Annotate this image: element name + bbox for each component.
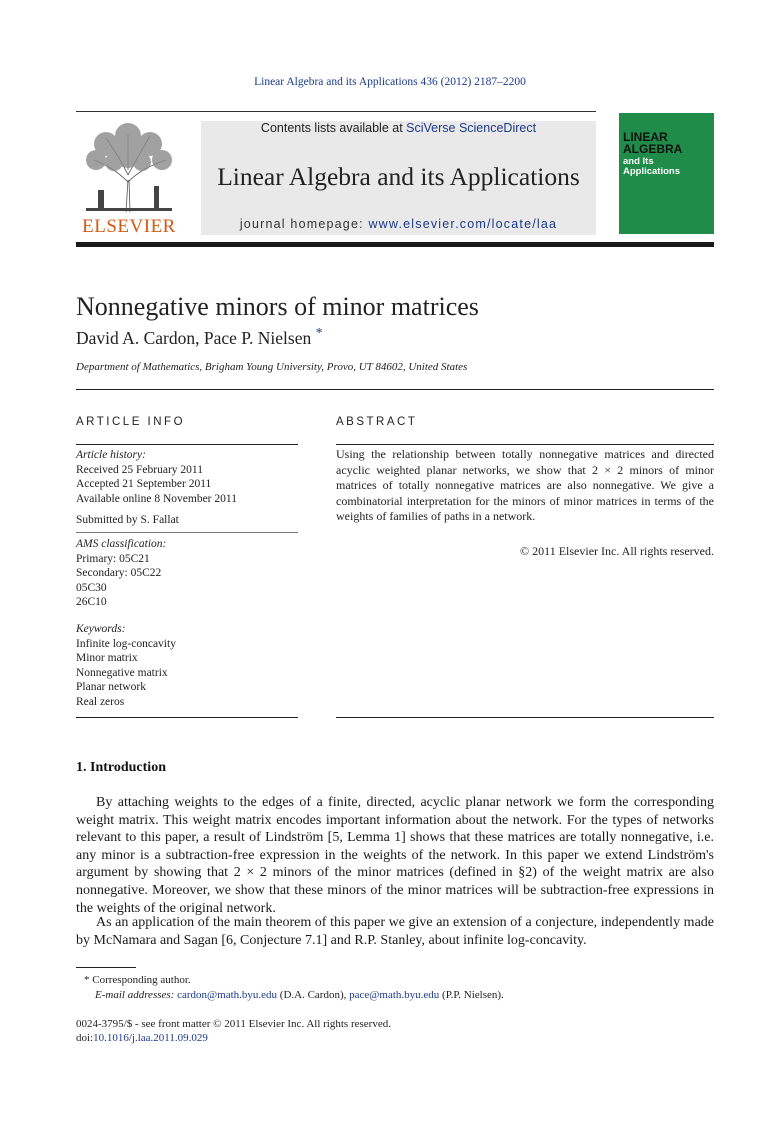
sciverse-link[interactable]: SciVerse ScienceDirect: [406, 121, 537, 135]
doi-line: [76, 1032, 208, 1044]
doi-prefix: doi:: [76, 1032, 94, 1044]
ams-item: 26C10: [76, 596, 107, 608]
doi-link[interactable]: 10.1016/j.laa.2011.09.029: [93, 1032, 208, 1044]
ams-item: Primary: 05C21: [76, 552, 150, 565]
footnote-emails: [95, 989, 504, 1001]
intro-paragraph: By attaching weights to the edges of a finite, directed, acyclic planar network we form the corresponding weight matrix. This weight matrix encodes important information about the network. For the types of networks relevant to this paper, a result of Lindström [5, Lemma 1] shows that these matrices are totally nonnegative, i.e. any minor is a subtraction-free expression in the weights of the network. In this paper we extend Lindström's argument by showing that 2 × 2 minors of the minor matrices (defined in §2) of the weight matrix are also nonnegative. Moreover, we show that these minors of the minor matrices will be subtraction-free expressions in the weights of the original network.: [76, 795, 714, 916]
author-names: David A. Cardon, Pace P. Nielsen: [76, 328, 312, 348]
cover-subtitle-line: and Its: [623, 156, 654, 167]
footnote-corresponding: [84, 974, 191, 986]
section-heading-introduction: 1. Introduction: [76, 760, 166, 775]
corresponding-label: Corresponding author.: [92, 974, 191, 986]
homepage-prefix: journal homepage:: [239, 217, 369, 231]
info-divider: [76, 532, 298, 533]
email-link-nielsen[interactable]: pace@math.byu.edu: [349, 989, 440, 1001]
paper-title: Nonnegative minors of minor matrices: [76, 292, 479, 321]
email-owner: (D.A. Cardon),: [279, 989, 347, 1001]
footnote-mark: *: [84, 974, 90, 986]
elsevier-logo[interactable]: [76, 120, 182, 238]
contents-line: [201, 121, 596, 135]
cover-title-line: ALGEBRA: [623, 142, 683, 156]
keyword-item: Infinite log-concavity: [76, 637, 176, 650]
affiliation: Department of Mathematics, Brigham Young University, Provo, UT 84602, United States: [76, 361, 468, 373]
article-info-bottom-rule: [76, 717, 298, 718]
keywords-label: Keywords:: [76, 623, 126, 635]
journal-cover[interactable]: [619, 113, 714, 234]
article-info-rule: [76, 444, 298, 445]
cover-title: [623, 131, 682, 155]
homepage-link[interactable]: www.elsevier.com/locate/laa: [368, 217, 558, 231]
history-label: Article history:: [76, 449, 146, 461]
cover-subtitle: [623, 157, 680, 177]
tree-icon: [76, 120, 182, 214]
copyright-notice: © 2011 Elsevier Inc. All rights reserved.: [520, 544, 714, 558]
keyword-item: Nonnegative matrix: [76, 666, 168, 679]
elsevier-wordmark: ELSEVIER: [82, 216, 176, 237]
abstract-rule: [336, 444, 714, 445]
header-bottom-rule: [76, 242, 714, 247]
keywords: [76, 622, 298, 709]
email-label: E-mail addresses:: [95, 989, 175, 1001]
submitted-by: Submitted by S. Fallat: [76, 514, 179, 526]
email-owner: (P.P. Nielsen).: [442, 989, 504, 1001]
corresponding-author-mark[interactable]: *: [315, 326, 323, 342]
email-link-cardon[interactable]: cardon@math.byu.edu: [177, 989, 278, 1001]
intro-paragraph: As an application of the main theorem of this paper we give an extension of a conjecture, independently made by McNamara and Sagan [6, Conjecture 7.1] and R.P. Stanley, about infinite log-concavity.: [76, 915, 714, 948]
keyword-item: Minor matrix: [76, 652, 138, 664]
contents-prefix: Contents lists available at: [260, 121, 407, 135]
abstract-bottom-rule: [336, 717, 714, 718]
keyword-item: Real zeros: [76, 695, 125, 708]
journal-title: Linear Algebra and its Applications: [217, 162, 580, 191]
ams-item: 05C30: [76, 581, 107, 594]
cover-subtitle-line: Applications: [623, 166, 681, 177]
ams-label: AMS classification:: [76, 538, 167, 550]
cover-title-line: LINEAR: [623, 130, 668, 144]
article-history: [76, 448, 298, 506]
received-date: Received 25 February 2011: [76, 463, 203, 476]
online-date: Available online 8 November 2011: [76, 492, 237, 505]
issn-line: 0024-3795/$ - see front matter © 2011 Elsevier Inc. All rights reserved.: [76, 1018, 391, 1030]
ams-item: Secondary: 05C22: [76, 567, 162, 579]
abstract-text: Using the relationship between totally nonnegative matrices and directed acyclic weighted planar networks, we show that 2 × 2 minors of minor matrices of totally nonnegative matrices are also nonnegative. We give a combinatorial interpretation for the minors of minor matrices in terms of the weights of families of paths in a network.: [336, 447, 714, 523]
ams-classification: [76, 537, 298, 610]
accepted-date: Accepted 21 September 2011: [76, 478, 212, 490]
homepage-line: [201, 217, 596, 231]
footnote-rule: [76, 967, 136, 968]
title-divider: [76, 389, 714, 390]
keyword-item: Planar network: [76, 681, 146, 693]
journal-citation: Linear Algebra and its Applications 436 (2012) 2187–2200: [254, 76, 526, 88]
header-top-rule: [76, 111, 596, 112]
abstract-heading: ABSTRACT: [336, 416, 418, 428]
article-info-heading: ARTICLE INFO: [76, 416, 186, 428]
authors-line: [76, 328, 323, 349]
